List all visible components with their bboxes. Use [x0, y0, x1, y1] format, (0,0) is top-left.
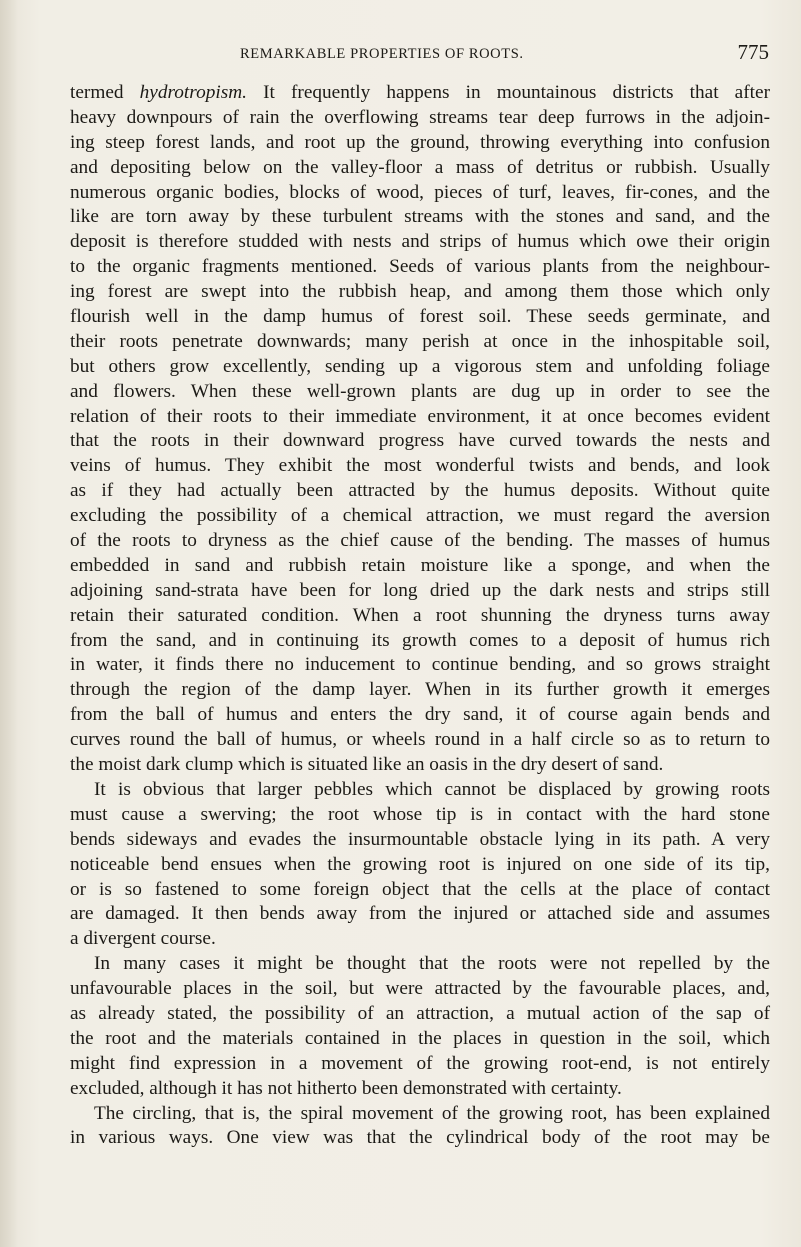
page-header	[70, 36, 770, 66]
text-line: ing steep forest lands, and root up the ground, throwing everything into confusion	[70, 131, 770, 153]
text-line: embedded in sand and rubbish retain moisture like a sponge, and when the	[70, 554, 770, 576]
text-line: veins of humus. They exhibit the most wonderful twists and bends, and look	[70, 455, 770, 477]
italic-term: hydrotropism.	[139, 82, 247, 103]
text-line: unfavourable places in the soil, but were attracted by the favourable places, and,	[70, 978, 770, 1000]
paragraph-start: It is obvious that larger pebbles which cannot be displaced by growing roots	[94, 778, 770, 800]
text-line-1-suffix: It frequently happens in mountainous districts that after	[246, 82, 770, 103]
text-line: from the ball of humus and enters the dry sand, it of course again bends and	[70, 704, 770, 726]
text-line: relation of their roots to their immediate environment, it at once becomes evident	[70, 405, 770, 427]
text-line-1-prefix: termed	[70, 82, 140, 103]
text-line: heavy downpours of rain the overflowing streams tear deep furrows in the adjoin-	[70, 106, 770, 128]
text-line: that the roots in their downward progress have curved towards the nests and	[70, 430, 770, 452]
page-number: 775	[737, 40, 769, 64]
text-line: in various ways. One view was that the cylindrical body of the root may be	[70, 1127, 770, 1149]
text-line: as if they had actually been attracted by the humus deposits. Without quite	[70, 480, 770, 502]
text-line: like are torn away by these turbulent streams with the stones and sand, and the	[70, 206, 770, 228]
paragraph-start: The circling, that is, the spiral movement of the growing root, has been explained	[94, 1102, 770, 1124]
text-line: and flowers. When these well-grown plants are dug up in order to see the	[70, 380, 770, 402]
text-line: curves round the ball of humus, or wheels round in a half circle so as to return to	[70, 729, 770, 751]
text-line: flourish well in the damp humus of forest soil. These seeds germinate, and	[70, 306, 770, 328]
text-line: might find expression in a movement of the growing root-end, is not entirely	[70, 1052, 770, 1074]
text-line: adjoining sand-strata have been for long dried up the dark nests and strips still	[70, 579, 770, 601]
text-line: bends sideways and evades the insurmountable obstacle lying in its path. A very	[70, 828, 770, 850]
paragraph-start: In many cases it might be thought that the roots were not repelled by the	[94, 953, 770, 975]
body-text	[70, 81, 770, 1151]
text-line: noticeable bend ensues when the growing root is injured on one side of its tip,	[70, 853, 770, 875]
text-line: of the roots to dryness as the chief cause of the bending. The masses of humus	[70, 530, 770, 552]
text-line: or is so fastened to some foreign object that the cells at the place of contact	[70, 878, 770, 900]
text-line: must cause a swerving; the root whose tip is in contact with the hard stone	[70, 803, 770, 825]
text-line: numerous organic bodies, blocks of wood, pieces of turf, leaves, fir-cones, and the	[70, 181, 770, 203]
text-line: the moist dark clump which is situated like an oasis in the dry desert of sand.	[70, 754, 664, 776]
text-line: through the region of the damp layer. When in its further growth it emerges	[70, 679, 770, 701]
text-line: retain their saturated condition. When a root shunning the dryness turns away	[70, 604, 770, 626]
text-line: but others grow excellently, sending up a vigorous stem and unfolding foliage	[70, 355, 770, 377]
text-line: as already stated, the possibility of an attraction, a mutual action of the sap of	[70, 1002, 770, 1024]
text-line: and depositing below on the valley-floor a mass of detritus or rubbish. Usually	[70, 156, 770, 178]
text-line: deposit is therefore studded with nests and strips of humus which owe their origin	[70, 231, 770, 253]
text-line: a divergent course.	[70, 928, 216, 950]
text-line: are damaged. It then bends away from the injured or attached side and assumes	[70, 903, 770, 925]
page-gutter-shadow	[0, 0, 18, 1247]
text-line: excluding the possibility of a chemical attraction, we must regard the aversion	[70, 505, 770, 527]
text-line: from the sand, and in continuing its growth comes to a deposit of humus rich	[70, 629, 770, 651]
text-line: to the organic fragments mentioned. Seeds of various plants from the neighbour-	[70, 256, 770, 278]
running-title: REMARKABLE PROPERTIES OF ROOTS.	[240, 46, 524, 62]
text-line: their roots penetrate downwards; many perish at once in the inhospitable soil,	[70, 330, 770, 352]
text-line: excluded, although it has not hitherto been demonstrated with certainty.	[70, 1077, 622, 1099]
text-line: ing forest are swept into the rubbish heap, and among them those which only	[70, 281, 770, 303]
text-line-1	[70, 81, 770, 106]
text-line: in water, it finds there no inducement to continue bending, and so grows straight	[70, 654, 770, 676]
text-line: the root and the materials contained in the places in question in the soil, which	[70, 1027, 770, 1049]
